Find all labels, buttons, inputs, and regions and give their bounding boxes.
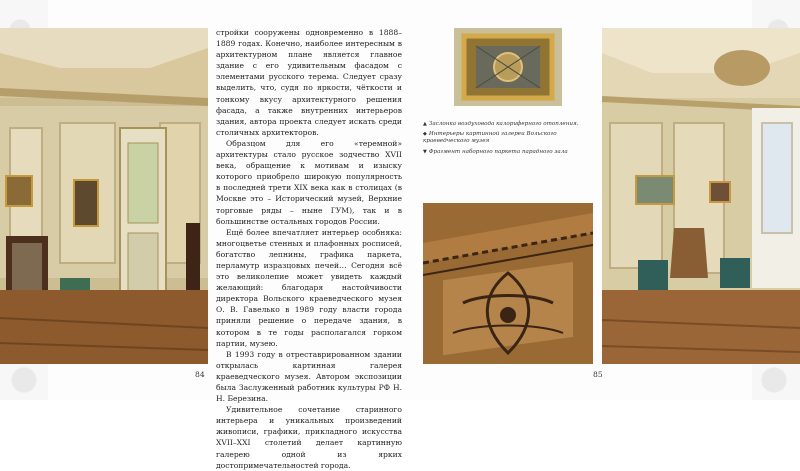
paragraph-4: В 1993 году в отреставрированном здании открылась картинная галерея краеведческого музея. Автором экспозиции была Заслуженный работник культуры РФ Н. Н. Березина. bbox=[216, 349, 402, 404]
interior-photo-left bbox=[0, 28, 208, 364]
caption-marker-down-icon: ▼ bbox=[423, 149, 427, 155]
caption-marker-diamond-icon: ◆ bbox=[423, 131, 427, 137]
paragraph-5: Удивительное сочетание старинного интерьера и уникальных произведений живописи, графики, прикладного искусства XVII–XXI столетий делает картинную галерею одной из ярких достопримечательностей города. bbox=[216, 405, 402, 470]
parquet-photo bbox=[423, 203, 593, 364]
interior-photo-right bbox=[602, 28, 800, 364]
caption-interiors bbox=[423, 131, 601, 146]
paragraph-3: Ещё более впечатляет интерьер особняка: многоцветье стенных и плафонных росписей, богатство лепнины, графика паркета, перламутр изразцовых печей… Сегодня всё это великолепие может увидеть каждый желающий: благодаря настойчивости директора Вольского краеведческого музея О. В. Гавелько в 1989 году власти города приняли решение о передаче здания, в котором в те годы располагался горком партии, музею. bbox=[216, 227, 402, 348]
paragraph-1: стройки сооружены одновременно в 1888–1889 годах. Конечно, наиболее интересным в архитектурном плане является главное здание с его удивительным фасадом с элементами русского терема. Следует сразу выделить, что, судя по яркости, чёткости и тонкому вкусу архитектурного решения фасада, а также внутренних интерьеров здания, автора проекта следует искать среди столичных архитекторов. bbox=[216, 28, 402, 137]
paragraph-2: Образцом для его «теремной» архитектуры стало русское зодчество XVII века, обращение к мотивам и изыску которого приобрело широкую популярность в последней трети XIX века как в столицах (в Москве это – Исторический музей, Верхние торговые ряды – ныне ГУМ), так и в большинстве остальных городов России. bbox=[216, 138, 402, 226]
grille-photo bbox=[454, 28, 562, 106]
page-number-left: 84 bbox=[195, 370, 205, 379]
caption-parquet bbox=[423, 149, 601, 156]
caption-grille bbox=[423, 121, 601, 128]
caption-text: Интерьеры картинной галереи Вольского краеведческого музея bbox=[423, 131, 557, 145]
caption-text: Фрагмент наборного паркета парадного зала bbox=[428, 149, 568, 155]
left-page-text bbox=[216, 27, 402, 471]
caption-text: Заслонка воздуховода калориферного отопления. bbox=[428, 121, 579, 127]
page-number-right: 85 bbox=[593, 370, 603, 379]
caption-marker-up-icon: ▲ bbox=[423, 121, 427, 127]
